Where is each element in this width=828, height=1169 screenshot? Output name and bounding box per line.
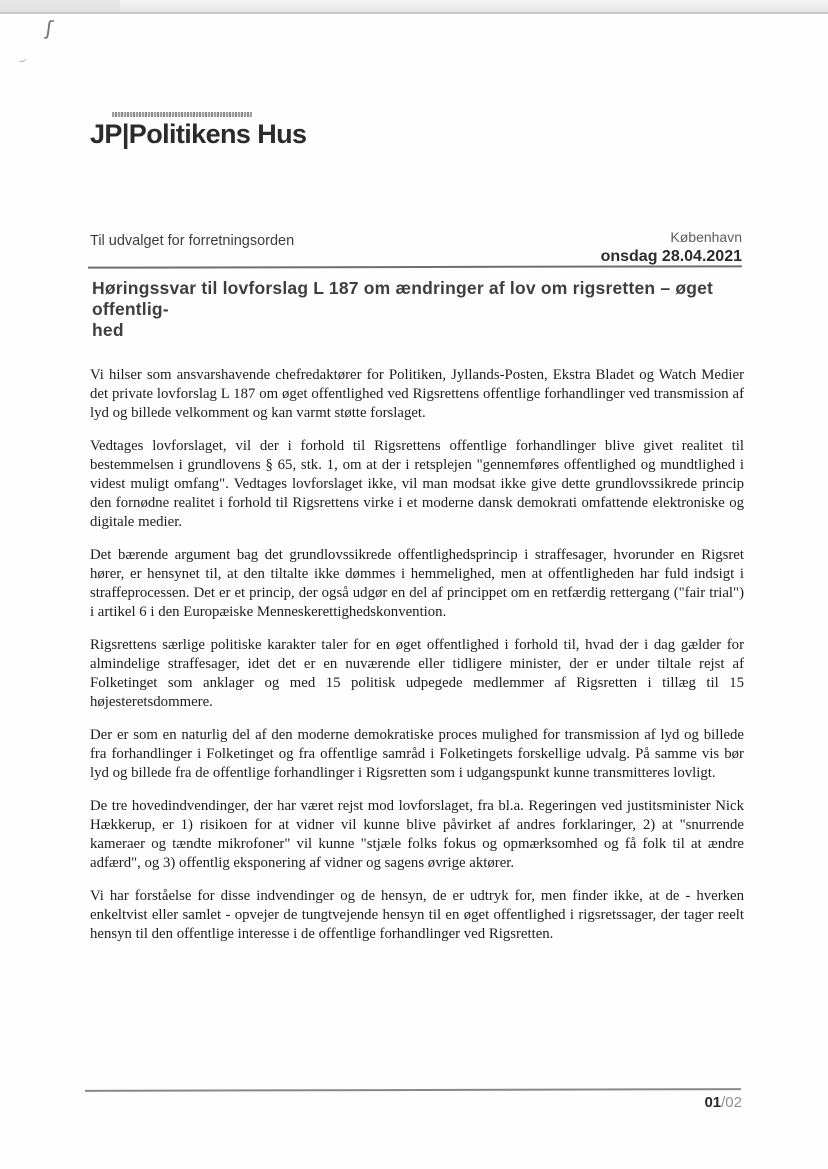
scanner-edge-band xyxy=(0,0,828,14)
body-paragraph: Det bærende argument bag det grundlovssikrede offentlighedsprincip i straffesager, hvorunder en Rigsret hører, er hensynet til, at den tiltalte ikke dømmes i hemmelighed, men at offentligheden har fuld indsigt i straffeprocessen. Det er et princip, der også udgør en del af princippet om en retfærdig rettergang ("fair trial") i artikel 6 i den Europæiske Menneskerettighedskonvention. xyxy=(90,547,744,620)
body-paragraph: Der er som en naturlig del af den moderne demokratiske proces mulighed for transmission af lyd og billede fra forhandlinger i Folketinget og fra offentlige samråd i Folketingets forskellige udvalg. På samme vis bør lyd og billede fra de offentlige forhandlinger i Rigsretten som i udgangspunkt kunne transmitteres lovligt. xyxy=(90,727,744,781)
footer-divider xyxy=(85,1088,741,1092)
document-title-line1: Høringssvar til lovforslag L 187 om ændringer af lov om rigsretten – øget offentlig- xyxy=(92,278,714,319)
scan-smudge xyxy=(0,0,120,12)
date-label: onsdag 28.04.2021 xyxy=(600,247,742,265)
place-date-block xyxy=(601,229,742,267)
page-number-total: /02 xyxy=(721,1094,742,1111)
header-divider xyxy=(88,265,742,268)
letter-header xyxy=(90,229,742,267)
recipient-line: Til udvalget for forretningsorden xyxy=(90,233,295,249)
letter-body xyxy=(90,366,744,958)
body-paragraph: Vi har forståelse for disse indvendinger og de hensyn, de er udtryk for, men finder ikke, at de - hverken enkeltvist eller samlet - opvejer de tungtvejende hensyn til en øget offentlighed i rigsretssager, der tager reelt hensyn til den offentlige interesse i de offentlige forhandlinger ved Rigsretten. xyxy=(90,888,744,942)
page-number-current: 01 xyxy=(704,1094,722,1111)
pen-tick-artifact: ⌣ xyxy=(15,50,30,70)
company-logo xyxy=(90,112,306,150)
pen-mark-artifact: ʃ xyxy=(44,15,55,41)
logo-text: JP|Politikens Hus xyxy=(90,119,307,149)
body-paragraph: Rigsrettens særlige politiske karakter taler for en øget offentlighed i forhold til, hvad der i dag gælder for almindelige straffesager, idet det er en nuværende eller tidligere minister, der er under tiltale rejst af Folketinget som anklager og med 15 politisk udpegede medlemmer af Rigsretten i tillæg til 15 højesteretsdommere. xyxy=(90,637,744,710)
document-title xyxy=(92,278,752,341)
logo-hatch-line xyxy=(112,112,252,117)
body-paragraph: Vedtages lovforslaget, vil der i forhold til Rigsrettens offentlige forhandlinger blive givet realitet til bestemmelsen i grundlovens § 65, stk. 1, om at der i retsplejen "gennemføres offentlighed og mundtlighed i videst muligt omfang". Vedtages lovforslaget ikke, vil man modsat ikke give dette grundlovssikrede princip den fornødne realitet i forhold til Rigsrettens virke i et moderne dansk demokrati omfattende elektroniske og digitale medier. xyxy=(90,438,744,530)
body-paragraph: De tre hovedindvendinger, der har været rejst mod lovforslaget, fra bl.a. Regeringen ved justitsminister Nick Hækkerup, er 1) risikoen for at vidner vil kunne blive påvirket af andres forklaringer, 2) at "snurrende kameraer og tændte mikrofoner" vil kunne "stjæle folks fokus og opmærksomhed og få folk til at ændre adfærd", og 3) offentlig eksponering af vidner og sagens øvrige aktører. xyxy=(90,798,744,871)
city-label: København xyxy=(670,229,742,245)
page-number xyxy=(90,1094,742,1111)
document-title-line2: hed xyxy=(92,320,124,340)
body-paragraph: Vi hilser som ansvarshavende chefredaktører for Politiken, Jyllands-Posten, Ekstra Bladet og Watch Medier det private lovforslag L 187 om øget offentlighed ved Rigsrettens offentlige forhandlinger ved transmission af lyd og billede velkomment og kan varmt støtte forslaget. xyxy=(90,367,744,421)
